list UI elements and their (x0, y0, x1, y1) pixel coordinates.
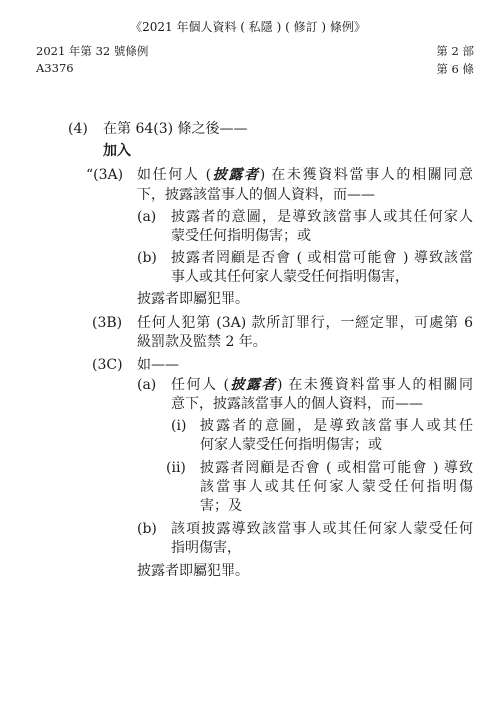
subsection-3C-b-line2: 指明傷害， (171, 540, 241, 556)
subsection-3C-ii-line1: 披露者罔顧是否會 ( 或相當可能會 ) 導致 (200, 460, 473, 476)
subsection-3C-ii-line3: 害；及 (200, 498, 242, 514)
subsection-3B-line1: 任何人犯第 (3A) 款所訂罪行，一經定罪，可處第 6 (137, 315, 473, 331)
subsection-3A-b-number: (b) (137, 250, 157, 266)
subsection-3C-number: (3C) (92, 357, 123, 373)
subsection-3A-number: “(3A) (86, 167, 124, 183)
part-label: 第 2 部 (436, 44, 474, 58)
add-label: 加入 (103, 143, 131, 159)
ordinance-title: 《2021 年個人資料 ( 私隱 ) ( 修訂 ) 條例》 (130, 20, 366, 34)
subsection-3B-line2: 級罰款及監禁 2 年。 (137, 334, 267, 350)
subsection-3A-line1: 如任何人 (披露者) 在未獲資料當事人的相關同意 (137, 167, 473, 183)
item-4-number: (4) (68, 121, 88, 137)
subsection-3C-a-number: (a) (137, 377, 157, 393)
subsection-3C-ii-line2: 該當事人或其任何家人蒙受任何指明傷 (200, 479, 473, 495)
subsection-3C-b-number: (b) (137, 521, 157, 537)
subsection-3B-number: (3B) (92, 315, 123, 331)
subsection-3C-intro: 如—— (137, 357, 179, 373)
subsection-3A-b-line2: 事人或其任何家人蒙受任何指明傷害， (171, 269, 409, 285)
subsection-3C-b-line1: 該項披露導致該當事人或其任何家人蒙受任何 (171, 521, 473, 537)
subsection-3C-i-line1: 披露者的意圖，是導致該當事人或其任 (200, 418, 473, 434)
subsection-3C-conclusion: 披露者即屬犯罪。 (137, 563, 249, 579)
subsection-3A-conclusion: 披露者即屬犯罪。 (137, 291, 249, 307)
page-code: A3376 (36, 61, 74, 75)
subsection-3C-i-number: (i) (171, 418, 187, 434)
subsection-3C-a-line2: 意下，披露該當事人的個人資料，而—— (171, 396, 423, 412)
subsection-3A-b-line1: 披露者罔顧是否會 ( 或相當可能會 ) 導致該當 (171, 250, 473, 266)
section-label: 第 6 條 (436, 62, 474, 76)
subsection-3C-ii-number: (ii) (166, 460, 186, 476)
ordinance-number: 2021 年第 32 號條例 (36, 44, 149, 58)
subsection-3A-a-line2: 蒙受任何指明傷害；或 (171, 228, 311, 244)
item-4-text: 在第 64(3) 條之後—— (103, 121, 248, 137)
subsection-3C-i-line2: 何家人蒙受任何指明傷害；或 (200, 437, 382, 453)
subsection-3A-a-line1: 披露者的意圖，是導致該當事人或其任何家人 (171, 209, 473, 225)
subsection-3A-line2: 下，披露該當事人的個人資料，而—— (137, 187, 375, 203)
subsection-3A-a-number: (a) (137, 209, 157, 225)
subsection-3C-a-line1: 任何人 (披露者) 在未獲資料當事人的相關同 (171, 377, 473, 393)
